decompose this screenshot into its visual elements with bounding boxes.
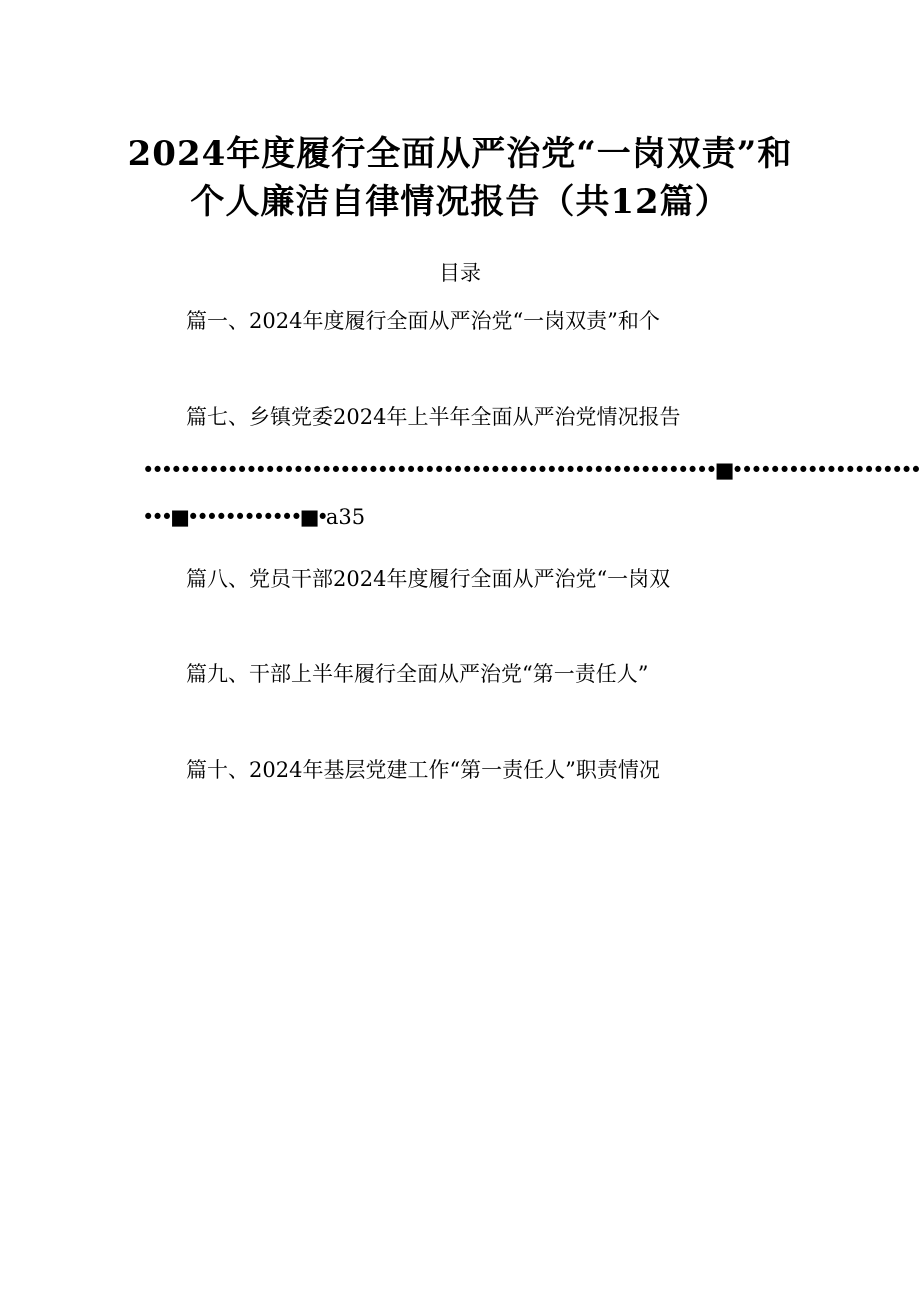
toc-leader-dots: •••••••••••••••••••••••••••••••••••••••••••••••••••••••••••••■•••••••••••••••••••• bbox=[142, 458, 920, 482]
toc-leader-dots-tail: •••■••••••••••••■• bbox=[142, 505, 326, 529]
document-title-line-2: 个人廉洁自律情况报告（共12篇） bbox=[190, 182, 730, 222]
document-title-line-1: 2024年度履行全面从严治党“一岗双责”和 bbox=[127, 134, 793, 174]
toc-entry-1[interactable]: 篇一、2024年度履行全面从严治党“一岗双责”和个 bbox=[186, 309, 660, 333]
toc-entry-10[interactable]: 篇十、2024年基层党建工作“第一责任人”职责情况 bbox=[186, 758, 660, 782]
toc-entry-8[interactable]: 篇八、党员干部2024年度履行全面从严治党“一岗双 bbox=[186, 567, 671, 591]
toc-page-reference: a35 bbox=[325, 505, 366, 529]
toc-leader-dots-continued bbox=[142, 502, 365, 532]
toc-heading: 目录 bbox=[439, 261, 481, 285]
toc-entry-9[interactable]: 篇九、干部上半年履行全面从严治党“第一责任人” bbox=[186, 662, 649, 686]
toc-entry-7[interactable]: 篇七、乡镇党委2024年上半年全面从严治党情况报告 bbox=[186, 405, 681, 429]
